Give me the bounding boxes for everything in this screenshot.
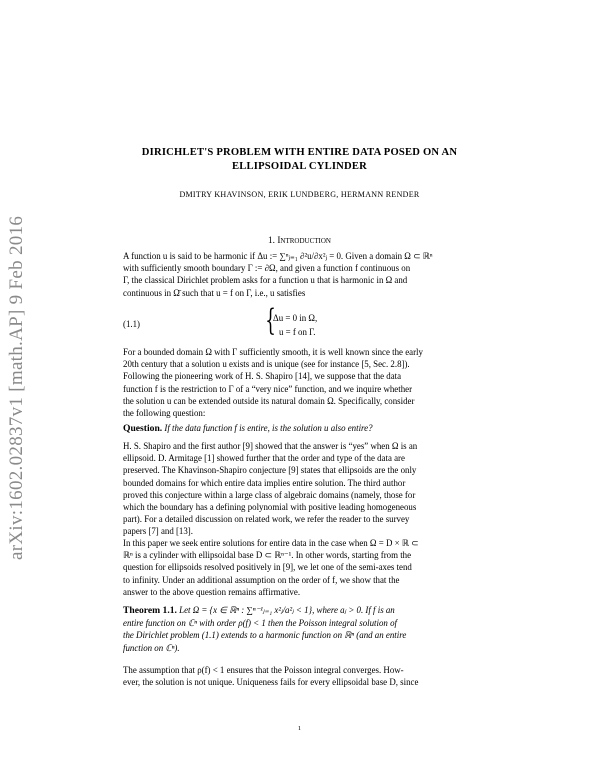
text-line: answer to the above question remains affirmative.: [123, 586, 301, 597]
intro-paragraph: [123, 250, 476, 299]
text-line: question for ellipsoids resolved positively in [9], we let one of the semi-axes tend: [123, 562, 412, 573]
page-number: 1: [297, 725, 302, 732]
text-line: bounded domains for which entire data implies entire solution. The third author: [123, 477, 406, 488]
text-line: 20th century that a solution u exists and is unique (see for instance [5, Sec. 2.8]).: [123, 359, 410, 370]
theorem-line: the Dirichlet problem (1.1) extends to a harmonic function on ℝⁿ (and an entire: [123, 630, 407, 641]
text-line: part). For a detailed discussion on related work, we refer the reader to the survey: [123, 514, 410, 525]
question-text: If the data function f is entire, is the solution u also entire?: [164, 423, 373, 433]
equation-row-2: u = f on Γ.: [279, 327, 316, 337]
text-line: which the boundary has a defining polynomial with positive leading homogeneous: [123, 502, 417, 513]
arxiv-identifier: arXiv:1602.02837v1 [math.AP] 9 Feb 2016: [6, 215, 27, 560]
paragraph-shapiro: [123, 440, 476, 538]
text-line: The assumption that ρ(f) < 1 ensures that the Poisson integral converges. How-: [123, 665, 404, 675]
text-line: function f is the restriction to Γ of a “very nice” function, and we inquire whether: [123, 383, 413, 394]
question-statement: [123, 422, 476, 435]
equation-number: (1.1): [123, 319, 141, 329]
text-line: ℝⁿ is a cylinder with ellipsoidal base D ⊂ ℝⁿ⁻¹. In other words, starting from the: [123, 550, 412, 561]
equation-1-1: [123, 303, 476, 340]
text-line: For a bounded domain Ω with Γ sufficiently smooth, it is well known since the early: [123, 347, 423, 357]
author-list: DMITRY KHAVINSON, ERIK LUNDBERG, HERMANN RENDER: [179, 190, 420, 199]
title-line-1: DIRICHLET'S PROBLEM WITH ENTIRE DATA POSED ON AN: [141, 147, 458, 158]
text-line: to infinity. Under an additional assumption on the order of f, we show that the: [123, 574, 400, 585]
theorem-1-1: [123, 604, 476, 654]
theorem-line: entire function on ℂⁿ with order ρ(f) < 1 then the Poisson integral solution of: [123, 618, 397, 629]
paragraph-bounded-domain: [123, 346, 476, 419]
text-line: the following question:: [123, 408, 206, 419]
text-line: ellipsoid. D. Armitage [1] showed further that the order and type of the data are: [123, 453, 405, 464]
text-line: ever, the solution is not unique. Uniqueness fails for every ellipsoidal base D, since: [123, 677, 419, 688]
paragraph-this-paper: [123, 537, 476, 598]
text-line: Γ, the classical Dirichlet problem asks for a function u that is harmonic in Ω and: [123, 275, 408, 286]
question-label: Question.: [123, 423, 163, 434]
text-line: H. S. Shapiro and the first author [9] showed that the answer is “yes” when Ω is an: [123, 441, 418, 451]
text-line: A function u is said to be harmonic if Δu := ∑ⁿⱼ₌₁ ∂²u/∂x²ⱼ = 0. Given a domain Ω ⊂ ℝⁿ: [123, 251, 433, 261]
text-line: proved this conjecture within a large class of algebraic domains (namely, those for: [123, 489, 416, 500]
text-line: the solution u can be extended outside its natural domain Ω. Specifically, consider: [123, 395, 415, 406]
text-line: Following the pioneering work of H. S. Shapiro [14], we suppose that the data: [123, 371, 402, 382]
text-line: papers [7] and [13].: [123, 526, 193, 537]
text-line: preserved. The Khavinson-Shapiro conjecture [9] states that ellipsoids are the only: [123, 465, 417, 476]
theorem-line: function on ℂⁿ).: [123, 642, 180, 653]
left-brace: {: [265, 303, 276, 338]
text-line: In this paper we seek entire solutions for entire data in the case when Ω = D × ℝ ⊂: [123, 538, 419, 548]
text-line: with sufficiently smooth boundary Γ := ∂Ω, and given a function f continuous on: [123, 263, 411, 274]
theorem-label: Theorem 1.1.: [123, 605, 177, 616]
paragraph-assumption: [123, 664, 476, 688]
equation-row-1: Δu = 0 in Ω,: [273, 313, 318, 323]
text-line: continuous in Ω̄ such that u = f on Γ, i.e., u satisfies: [123, 287, 306, 298]
theorem-line: Let Ω = {x ∈ ℝⁿ : ∑ⁿ⁻¹ⱼ₌₁ x²ⱼ/a²ⱼ < 1}, where aⱼ > 0. If f is an: [179, 605, 395, 615]
title-line-2: ELLIPSOIDAL CYLINDER: [232, 161, 367, 172]
paper-title: [123, 146, 476, 174]
section-heading-introduction: 1. Introduction: [268, 236, 331, 246]
